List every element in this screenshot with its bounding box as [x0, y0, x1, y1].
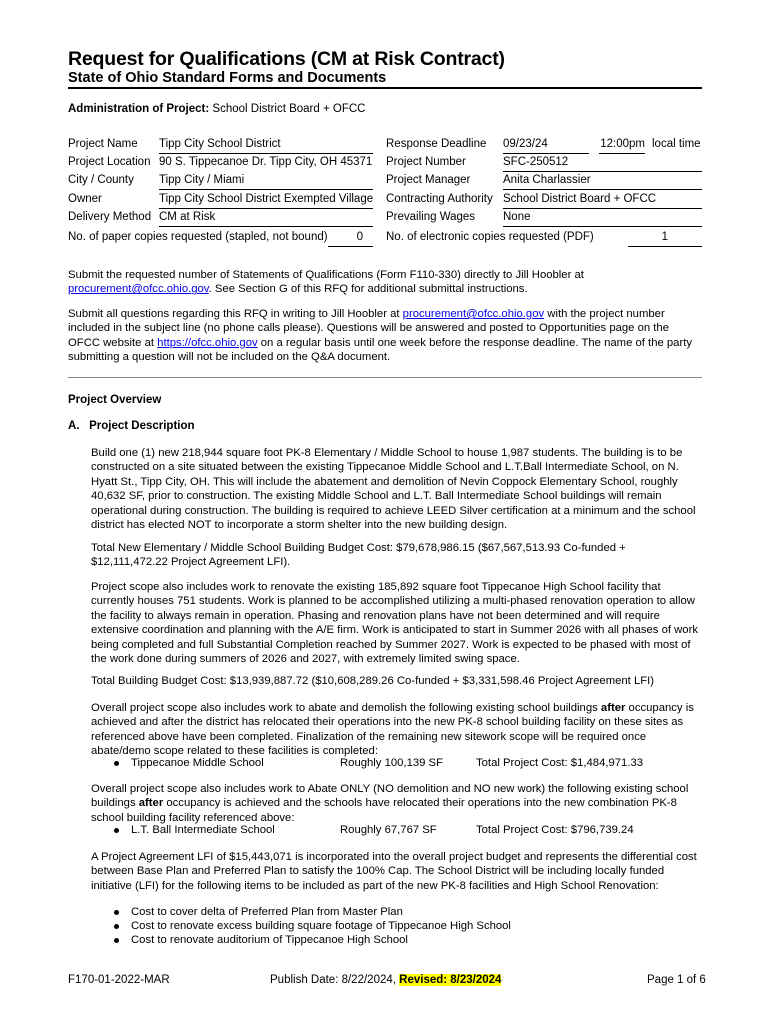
publish-text: Publish Date: 8/22/2024,	[270, 974, 400, 986]
description-paragraph-2: Total New Elementary / Middle School Building Budget Cost: $79,678,986.15 ($67,567,513.93 Co-funded + $12,111,472.22 Project Agreement LFI).	[91, 542, 626, 569]
administration-line	[68, 103, 365, 115]
lfi-list-item	[114, 905, 403, 919]
questions-text: Submit all questions regarding this RFQ in writing to Jill Hoobler at	[68, 308, 403, 320]
paragraph-5-bold: after	[600, 702, 626, 714]
bullet-icon	[114, 910, 119, 915]
city-county-value: Tipp City / Miami	[159, 173, 373, 190]
contracting-authority-label: Contracting Authority	[386, 193, 493, 205]
document-subtitle: State of Ohio Standard Forms and Documents	[68, 70, 387, 86]
publish-date	[270, 974, 501, 986]
delivery-method-label: Delivery Method	[68, 211, 152, 223]
owner-value: Tipp City School District Exempted Village	[159, 192, 373, 209]
paper-copies-value: 0	[328, 230, 373, 247]
list-item-text: Cost to cover delta of Preferred Plan from Master Plan	[131, 906, 403, 918]
procurement-email-link[interactable]: procurement@ofcc.ohio.gov	[68, 283, 209, 296]
bullet-middle-school-cost: Total Project Cost: $1,484,971.33	[476, 757, 644, 769]
paragraph-6-bold: after	[138, 797, 164, 810]
list-item-text: Cost to renovate auditorium of Tippecanoe High School	[131, 934, 408, 946]
description-paragraph-4: Total Building Budget Cost: $13,939,887.72 ($10,608,289.26 Co-funded + $3,331,598.46 Project Agreement LFI)	[91, 675, 655, 687]
description-paragraph-1: Build one (1) new 218,944 square foot PK-8 Elementary / Middle School to house 1,987 students. The building is to be constructed on a site situated between the existing Tippecanoe Middle School and L.T.Ball Intermediate School, on N. Hyatt St., Tipp City, OH. This will include the abatement and demolition of Nevin Coppock Elementary School, roughly 40,632 SF, prior to construction. The existing Middle School and L.T. Ball Intermediate School buildings will remain operational during construction. The building is required to achieve LEED Silver certification at a minimum and the school district has elected NOT to incorporate a storm shelter into the new building design.	[91, 447, 696, 532]
lfi-list-item	[114, 919, 511, 933]
list-item-text: Cost to renovate excess building square footage of Tippecanoe High School	[131, 920, 511, 932]
paper-copies-label: No. of paper copies requested (stapled, not bound)	[68, 231, 328, 243]
description-paragraph-6	[91, 782, 703, 825]
bullet-icon	[114, 761, 119, 766]
questions-text-mid: with the project number included in the subject line (no phone calls please). Questions will be answered and posted to Opportunities page on the OFCC website at	[68, 308, 670, 349]
response-deadline-date: 09/23/24	[503, 137, 589, 154]
questions-paragraph	[68, 307, 702, 365]
administration-label: Administration of Project:	[68, 103, 210, 115]
project-location-value: 90 S. Tippecanoe Dr. Tipp City, OH 45371	[159, 156, 373, 168]
bullet-name: L.T. Ball Intermediate School	[131, 824, 275, 836]
bullet-icon	[114, 938, 119, 943]
description-paragraph-5	[91, 701, 703, 759]
electronic-copies-label: No. of electronic copies requested (PDF)	[386, 231, 594, 243]
delivery-method-value: CM at Risk	[159, 210, 373, 227]
submit-text: Submit the requested number of Statements of Qualifications (Form F110-330) directly to Jill Hoobler at	[68, 269, 584, 281]
questions-email-link[interactable]: procurement@ofcc.ohio.gov	[402, 308, 545, 320]
bullet-icon	[114, 924, 119, 929]
paragraph-6-text-end: occupancy is achieved and the schools have relocated their operations into the new combination PK-8 school building facility referenced above:	[91, 797, 677, 824]
response-deadline-label: Response Deadline	[386, 138, 487, 150]
page-number: Page 1 of 6	[647, 974, 706, 986]
bullet-name: Tippecanoe Middle School	[131, 757, 264, 769]
project-name-label: Project Name	[68, 138, 138, 150]
questions-text-end: on a regular basis until one week before the response deadline. The name of the party submitting a question will not be included on the Q&A document.	[68, 336, 693, 364]
prevailing-wages-value: None	[503, 210, 702, 227]
electronic-copies-value: 1	[628, 230, 702, 247]
owner-label: Owner	[68, 193, 102, 205]
project-name-value: Tipp City School District	[159, 137, 373, 154]
city-county-label: City / County	[68, 174, 134, 186]
form-id: F170-01-2022-MAR	[68, 974, 170, 986]
description-paragraph-3: Project scope also includes work to renovate the existing 185,892 square foot Tippecanoe High School facility that currently houses 751 students. Work is planned to be accomplished utilizing a multi-phased renovation operation to allow the facility to always remain in operation. Phasing and renovation plans have not been determined and will require extensive coordination and planning with the A/E firm. Work is anticipated to start in Summer 2026 with all phases of work being completed and full Substantial Completion reached by Summer 2027. Work is expected to be phased with most of the work done during summers of 2026 and 2027, with extremely limited swing space.	[91, 581, 698, 666]
paragraph-6-text: Overall project scope also includes work to Abate ONLY (NO demolition and NO new work) the following existing school buildings	[91, 783, 689, 810]
revised-date: Revised: 8/23/2024	[399, 974, 502, 986]
prevailing-wages-label: Prevailing Wages	[386, 211, 476, 223]
bullet-intermediate-school-cost: Total Project Cost: $796,739.24	[476, 824, 634, 836]
bullet-intermediate-school	[114, 823, 275, 837]
lfi-list-item	[114, 933, 408, 947]
project-manager-label: Project Manager	[386, 174, 471, 186]
submit-text-end: . See Section G of this RFQ for additional submittal instructions.	[208, 283, 528, 296]
bullet-icon	[114, 828, 119, 833]
bullet-middle-school-size: Roughly 100,139 SF	[340, 757, 443, 769]
bullet-intermediate-school-size: Roughly 67,767 SF	[340, 824, 437, 836]
submit-paragraph	[68, 268, 702, 297]
description-paragraph-7: A Project Agreement LFI of $15,443,071 is incorporated into the overall project budget and represents the differential cost between Base Plan and Preferred Plan to satisfy the 100% Cap. The School District will be including locally funded initiative (LFI) for the following items to be included as part of the new PK-8 facilities and High School Renovation:	[91, 851, 697, 892]
response-deadline-suffix: local time	[652, 138, 701, 150]
section-divider	[68, 377, 702, 378]
project-number-label: Project Number	[386, 156, 466, 168]
project-overview-heading: Project Overview	[68, 394, 162, 406]
project-description-heading: A. Project Description	[68, 420, 195, 432]
project-manager-value: Anita Charlassier	[503, 173, 702, 190]
ofcc-website-link[interactable]: https://ofcc.ohio.gov	[157, 336, 258, 349]
bullet-middle-school	[114, 756, 264, 770]
project-location-label: Project Location	[68, 156, 151, 168]
contracting-authority-value: School District Board + OFCC	[503, 192, 702, 209]
paragraph-5-text-end: occupancy is achieved and after the district has relocated their operations into the new PK-8 school building facility on these sites as referenced above have been completed. Finalization of the remaining new sitework scope will be required once abate/demo scope related to these facilities is completed:	[91, 702, 694, 758]
document-title: Request for Qualifications (CM at Risk Contract)	[68, 48, 505, 70]
title-divider	[68, 87, 702, 89]
response-deadline-time: 12:00pm	[599, 137, 645, 154]
administration-value: School District Board + OFCC	[212, 103, 366, 115]
paragraph-5-text: Overall project scope also includes work to abate and demolish the following existing school buildings	[91, 702, 601, 714]
project-number-value: SFC-250512	[503, 155, 702, 172]
